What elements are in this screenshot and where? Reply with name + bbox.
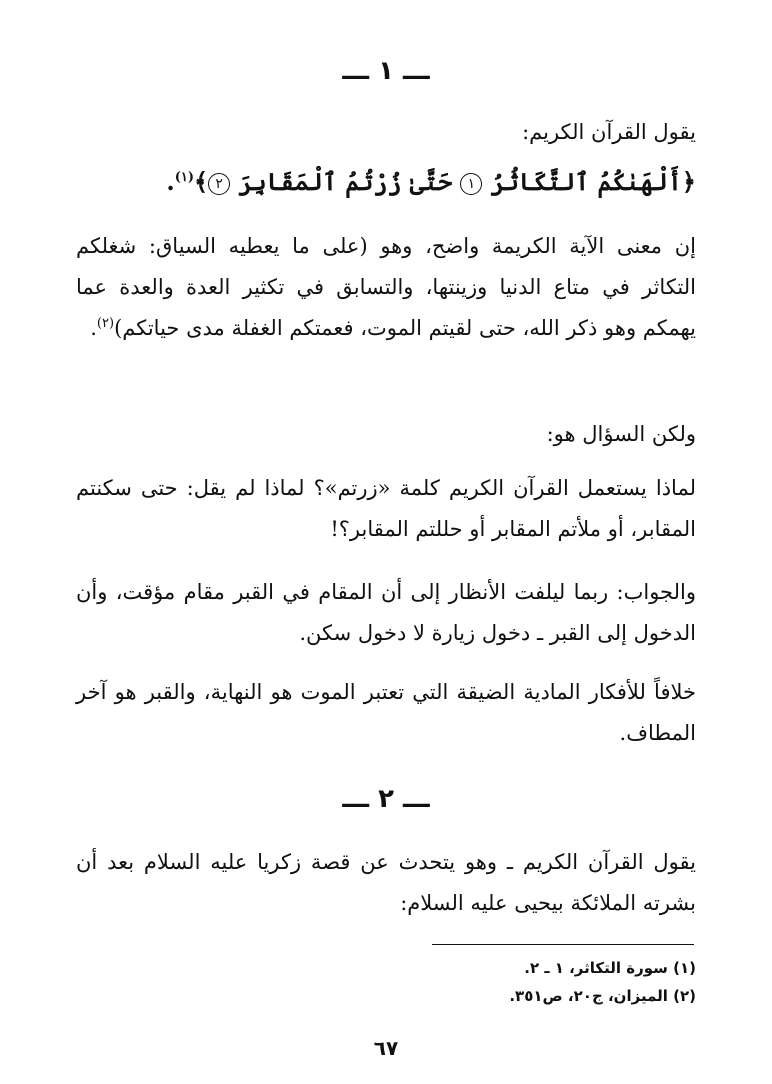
answer-paragraph: والجواب: ربما ليلفت الأنظار إلى أن المقام في القبر مقام مؤقت، وأن الدخول إلى القبر ـ دخول زيارة لا دخول سكن. xyxy=(76,580,696,645)
footnote-ref-1: (١) xyxy=(174,170,195,185)
intro-paragraph-1: يقول القرآن الكريم: xyxy=(522,120,696,144)
explanation-period: . xyxy=(90,316,97,340)
verse-part-2: حَتَّىٰ زُرْتُمُ ٱلْمَقَابِرَ xyxy=(238,167,453,196)
footnote-divider xyxy=(432,944,694,945)
section-1-heading: ـــ ١ ـــ xyxy=(342,56,430,86)
zakariya-paragraph: يقول القرآن الكريم ـ وهو يتحدث عن قصة زكريا عليه السلام بعد أن بشرته الملائكة بيحيى عليه السلام: xyxy=(76,850,696,915)
contrast-paragraph: خلافاً للأفكار المادية الضيقة التي تعتبر الموت هو النهاية، والقبر هو آخر المطاف. xyxy=(76,680,696,745)
question-paragraph: لماذا يستعمل القرآن الكريم كلمة «زرتم»؟ لماذا لم يقل: حتى سكنتم المقابر، أو ملأتم المقابر أو حللتم المقابر؟! xyxy=(76,476,696,541)
quran-verse xyxy=(76,162,696,202)
explanation-text: إن معنى الآية الكريمة واضح، وهو (على ما يعطيه السياق: شغلكم التكاثر في متاع الدنيا وزينتها، والتسابق في تكثير العدة والعدة عما يهمكم وهو ذكر الله، حتى لقيتم الموت، فعمتكم الغفلة مدى حياتكم) xyxy=(76,234,696,340)
verse-part-1: ﴿أَلْهَىٰكُمُ ٱلتَّكَاثُرُ xyxy=(490,167,696,196)
question-intro-paragraph: ولكن السؤال هو: xyxy=(546,422,696,446)
verse-period: . xyxy=(166,167,175,196)
page-number: ٦٧ xyxy=(373,1036,399,1060)
ayah-number-1: ١ xyxy=(460,173,482,195)
ayah-number-2: ٢ xyxy=(208,173,230,195)
verse-close-bracket: ﴾ xyxy=(194,167,209,196)
explanation-paragraph xyxy=(76,226,696,349)
section-2-heading: ـــ ٢ ـــ xyxy=(342,784,430,814)
footnote-1: (١) سورة التكاثر، ١ ـ ٢. xyxy=(524,959,696,977)
footnote-ref-2: (٢) xyxy=(96,316,115,331)
footnote-2: (٢) الميزان، ج٢٠، ص٣٥١. xyxy=(509,987,696,1005)
